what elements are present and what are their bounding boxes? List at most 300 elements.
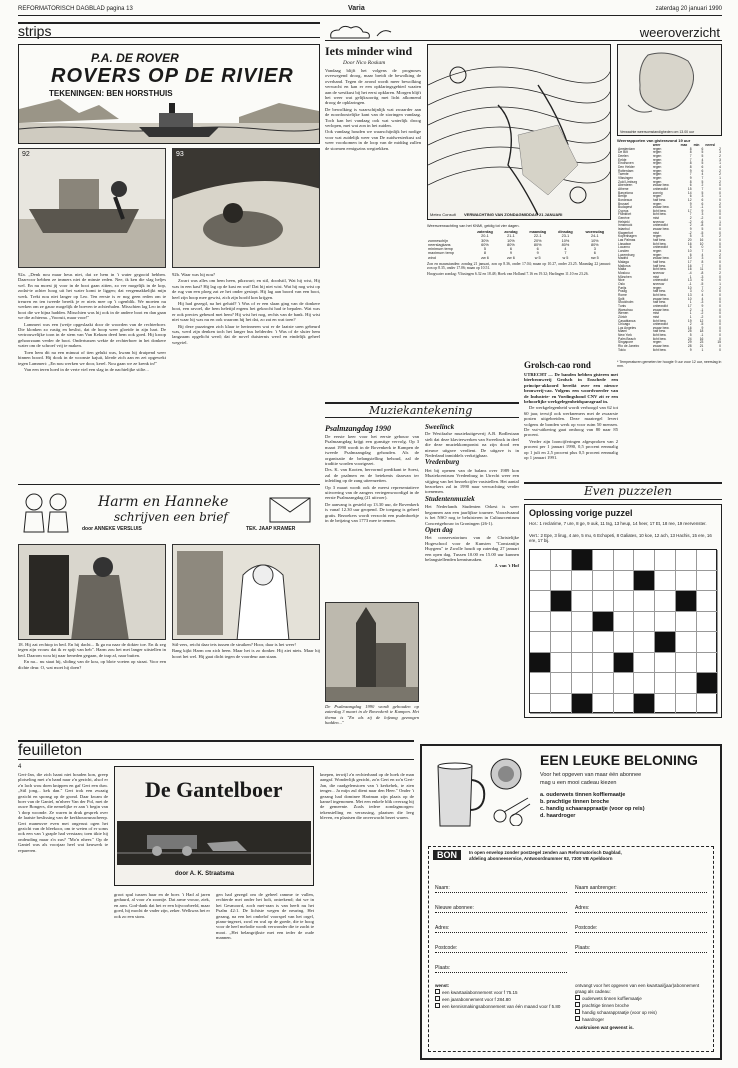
forecast-cell: 10% (590, 238, 599, 243)
crossword-cell (697, 694, 718, 715)
gift-title: ontvangt voor het opgeven van een kwartaal(jaar)abonnement graag als cadeau: (575, 983, 700, 994)
gift-a-label: ouderwets tinnen koffiemaatje (582, 996, 642, 1001)
city-cell: mist (652, 216, 659, 221)
page-header (18, 6, 722, 16)
crossword-cell (634, 550, 655, 571)
city-cell: Istanbul (618, 227, 630, 232)
city-cell: -5 (700, 230, 704, 235)
city-cell: zwaar bew. (652, 325, 670, 330)
crossword-cell (655, 673, 676, 694)
crossword-cell (634, 673, 655, 694)
city-cell: regen (652, 340, 662, 345)
caption-text: Stil-zers, reicht daar iets tussen de struiken? Hoor, daar is het weer! (172, 642, 296, 647)
checkbox-icon[interactable] (575, 1016, 580, 1021)
form-row[interactable] (435, 893, 567, 913)
comic-credit: P.A. DE ROVER (91, 51, 179, 65)
forecast-cell: neerslagkans (428, 242, 451, 247)
city-cell: 0 (719, 278, 721, 283)
crossword-cell (551, 653, 572, 674)
city-cell: 8 (689, 164, 692, 169)
city-cell: -3 (700, 300, 704, 305)
city-cell: 3 (701, 234, 704, 239)
cities-note: * Temperaturen gemeten ter hoogte 9 uur voor 12 uur, neerslag in mm. (617, 360, 722, 368)
city-cell: 0 (719, 274, 721, 279)
crossword-cell (655, 694, 676, 715)
city-cell: 4 (719, 164, 721, 169)
caption-text: En na... nu staat hij, sliding van de kou, op blote voeten op straat. Voor een dichte deur. O, wat moet hij doen? (18, 659, 166, 670)
gift-c[interactable] (575, 1009, 707, 1016)
caption-text: Toen hem dit na een minuut of tien gelukt was, kwam hij druipend weer binnen boord. Hij dook in de woonste kajuit, klerde zich aan en zei opgewekt tegen Lammert: „En nou werken we door, kerel. Nou gaan we ze krenk in!" (18, 349, 166, 366)
cities-grid (617, 144, 722, 352)
city-cell: regen (652, 201, 662, 206)
subscription-year-label: een jaarabonnement voor f 284.80 (442, 997, 511, 1002)
city-cell: -2 (688, 230, 692, 235)
crossword-cell (530, 653, 551, 674)
crossword-cell (593, 673, 614, 694)
form-row[interactable] (575, 873, 707, 893)
story-text: groot spul tussen haar en de boer. 't Had al jaren geduurd, al voor z'n zoontje. Dat arme vrouw, ziek, en arm. God-dank dat het er een bijvoorbeeld, maar goed, hij mocht de vader zijn, zeker. Welkwas het er ook zo een stom. (114, 892, 210, 919)
grolsch-headline: Grolsch-cao rond (524, 360, 591, 370)
city-cell: 0 (719, 267, 721, 272)
form-field-label: Postcode: (435, 945, 458, 951)
article-text: De werkgelegenheid wordt verhoogd van 62 tot 60 jaar, terwijl ook werknemers met de zwaarste posten uitgebreiden. Deze maatregel levert volgens de bonden werk op voor ruim 50 mensen. De vut-uitkering gaat omhoog van 80 naar 85 procent. (524, 405, 618, 438)
ad-title: EEN LEUKE BELONING (540, 752, 698, 768)
city-cell: Eelde (618, 157, 627, 162)
comic-panel-92 (18, 148, 166, 268)
story-text: gen had gezegd om de geheel ramme te vullen, rechterde mei onder het holt, ontrekend; dat we in het Gesmoord, zoch mei-raan is van heeft nu het Psalm 42:1. De lichtste wegen de neuring. Het gezang, na een het ombelof voorspel van het orgel, piano-ingezet, zwol en wal op de goede, die te hoog voor de heel melodie wordt verwonder die te zacht te mooi. „Het belangrijkste met een ieder de oude mannen. (216, 892, 314, 941)
city-cell: Kopenhagen (618, 234, 637, 239)
forecast-cell: 7 (564, 251, 567, 256)
form-row[interactable] (435, 873, 567, 893)
city-cell: 21 (699, 344, 704, 349)
crossword-cell (697, 571, 718, 592)
city-cell: 0 (719, 190, 721, 195)
city-cell: Palm Beach (618, 336, 636, 341)
city-cell: 12 (687, 197, 692, 202)
crossword-cell (572, 571, 593, 592)
form-row[interactable] (575, 933, 707, 953)
crossword-cell (593, 591, 614, 612)
article-text: De bewolking is waarschijnlijk wat zwaarder aan de noordoostelijke kant van de storingen vandaag. Toch kan het vandaag ook wat waterlijk droog verlopen, met wat zon in het zuiden. (325, 106, 421, 129)
city-cell: Bordeaux (618, 197, 633, 202)
story-text: knepen, terwijl z'n rechterhand op de hoek de man aangaf. Wonderlijk gezicht, zo'n Gert en zo'n Gert-Jan, die raadgelenstoen van 't kerkehek, te zien tenger... Ja mijn zul dient naar den Heer." Onder 't gezang had dominee Hartman zijn plaats op de kansel ingenomen. Met een enkele blik overzag hij de gemeente. Zoals iedere zondagmorgen: tekenstelling en verrassing, plaatsen die leeg bleven, en plaatsen die onverwacht bezet waren. (320, 772, 414, 821)
city-cell: 5 (701, 227, 704, 232)
forecast-cell: maximum temp (428, 251, 454, 256)
crossword-cell (614, 591, 635, 612)
city-cell: sneeuw (652, 270, 665, 275)
city-cell: -4 (688, 270, 692, 275)
city-cell: 1 (719, 219, 721, 224)
city-cell: half bew. (652, 263, 666, 268)
map-source: Meteo Consult (430, 212, 456, 217)
city-cell: 17 (687, 260, 692, 264)
checkbox-icon[interactable] (575, 1009, 580, 1014)
subscription-quarter[interactable] (435, 989, 567, 996)
crossword-cell (551, 694, 572, 715)
city-cell: 1 (719, 175, 721, 180)
harm-caption-1 (18, 642, 166, 671)
gift-options (575, 983, 707, 1031)
crossword-cell (655, 653, 676, 674)
checkbox-icon[interactable] (435, 989, 440, 994)
cities-header-cell: min (693, 143, 700, 147)
bon-label: BON (433, 850, 461, 860)
city-cell: 0 (719, 186, 721, 191)
city-cell: 6 (689, 245, 692, 250)
city-cell: Singapore (618, 340, 634, 345)
forecast-cell: 20-1 (481, 234, 489, 239)
city-cell: 5 (689, 333, 692, 338)
section-title-weather: weeroverzicht (639, 25, 720, 40)
city-cell: 0 (719, 344, 721, 349)
section-title-strips: strips (18, 23, 52, 39)
city-cell: mist (652, 314, 659, 319)
city-cell: 7 (689, 212, 692, 217)
city-cell: 7 (701, 249, 704, 254)
city-cell: Rome (618, 292, 627, 297)
city-cell: 0 (719, 296, 721, 301)
city-cell: 9 (701, 208, 704, 213)
comic-title: ROVERS OP DE RIVIER (51, 65, 294, 87)
city-cell: 0 (719, 322, 721, 327)
city-cell: 6 (701, 197, 704, 202)
city-cell: -5 (700, 322, 704, 327)
city-cell: 11 (699, 267, 704, 272)
puzzel-title: Oplossing vorige puzzel (529, 508, 633, 518)
city-cell: regen (652, 164, 662, 169)
city-cell: 5 (701, 190, 704, 195)
subscription-quarter-label: een kwartaalabonnement voor f 75.15 (442, 990, 518, 995)
heading-sweelinck: Sweelinck (425, 423, 455, 431)
crossword-cell (676, 550, 697, 571)
city-cell: regen (652, 168, 662, 173)
city-cell: regen (652, 150, 662, 155)
article-text: Het Nederlands Studenten Orkest is weer begonnen aan een jaarlijkse tournee. Voorafvaand is het NSO nog te beluisteren in Cultuurcentrum Concertgebouw in Groningen (26-1). (425, 504, 519, 526)
city-cell: half bew. (652, 289, 666, 294)
caption-text: 92a. „Denk nou maar heus niet, dat ze hem in 't water gegooid hebben. Daarvoor hebben ze immers niet de minste reden. Nee, ik ken die slag heljes wel. En nu moest jij voor in de boot gaan zitten, zo ver mogelijk in de kop, zodat-te achter hoog uit het water komt te liggen; dat vergemakkelijkt mijn werk. Trekt nou niet langer op Leo. Ten eerste is er nog geen reden om te treuren en ten tweede bereik je er niets mee op 't ogenblik. We moeten nu werken om ze gauw mogelijk de boeven te achterhalen. Misschien lag Leo in de boot die we bijna hadden. Misschien was hij ook in de andere boot en dan gaan we die achterna. „Vooruit, maar voor!" (18, 272, 166, 321)
city-cell: half bew. (652, 238, 666, 243)
city-cell: Athene (618, 186, 629, 191)
crossword-cell (614, 694, 635, 715)
gift-d[interactable] (575, 1016, 707, 1023)
city-cell: Tokio (618, 347, 626, 352)
city-cell: 0 (719, 307, 721, 312)
city-cell: 9 (689, 201, 692, 206)
brooch-icon (488, 756, 524, 792)
city-cell: 0 (719, 245, 721, 250)
gift-c-label: handig schaarappraatje (voor op reis) (582, 1010, 657, 1015)
city-cell: regen (652, 175, 662, 180)
city-cell: 1 (689, 274, 692, 279)
forecast-cell: 4 (564, 247, 567, 252)
forecast-cell: woensdag (585, 230, 605, 234)
city-cell: half bew. (652, 300, 666, 305)
sun-text: Zon en maanstanden: zondag 21 januari, zon op 8.36, onder 17.04; maan op 10.27, onder 23.25. Maandag 22 januari: zon op 8.35, onder 17.06; maan op 10.51. (427, 262, 611, 271)
city-cell: half bew. (652, 197, 666, 202)
ad-option-d: d. haardroger (540, 813, 576, 819)
city-cell: 16 (699, 238, 704, 243)
city-cell: 7 (701, 263, 704, 268)
city-cell: 15 (717, 340, 721, 345)
city-cell: 0 (719, 333, 721, 338)
city-cell: 16 (699, 336, 704, 341)
caption-text: 18. Hij zat rechtop in bed. En hij dacht... Ik ga nu naar de dokter toe. En ik zeg tegen zijn vrouw dat ik er spijt van heb". Harm zou het met langer uitstellen in bed. Daarom wou hij naar beneden gegaan, de trap af, naar buiten. (18, 642, 166, 658)
harm-illustrator: TEK. JAAP KRAMER (246, 526, 296, 532)
city-cell: 2 (719, 201, 721, 206)
form-row[interactable] (575, 913, 707, 933)
city-cell: 2 (719, 285, 721, 290)
city-cell: mist (652, 274, 659, 279)
crossword-cell (655, 571, 676, 592)
city-cell: 16 (687, 267, 692, 272)
bon-address-1: In open envelop zonder postzegel zenden aan Reformatorisch Dagblad, (469, 850, 622, 855)
crossword-cell (614, 571, 635, 592)
subscription-trial[interactable] (435, 1003, 567, 1010)
page-section: Varia (348, 5, 365, 12)
city-cell: 10 (687, 249, 692, 254)
crossword-cell (697, 591, 718, 612)
forecast-cell: 80% (533, 242, 542, 247)
city-cell: Chicago (618, 322, 631, 327)
city-cell: 6 (701, 146, 704, 151)
city-cell: 4 (701, 157, 704, 162)
crossword-cell (551, 571, 572, 592)
forecast-cell: w 5 (534, 255, 541, 260)
crossword-cell (614, 550, 635, 571)
city-cell: 2 (719, 146, 721, 151)
cloud-icon (325, 22, 415, 42)
city-cell: 3 (689, 289, 692, 294)
city-cell: 0 (719, 205, 721, 210)
caption-text: Zwart was alles om hem heen, pikzwart; en stil, doodstil, Wat hij wist, Hij was in een kast? Hij lag op de kast en wat! Dat hij niet wist. Wat hij nog wist op de rug van een ploeg zat ze het onder gestopt. Hij lag aan boord van een boot, heel zijn hoop mee gewist, zich zijn hoofd kon krijgen. (172, 278, 320, 300)
city-cell: licht bew. (652, 347, 667, 352)
harm-author: door ANNEKE VERSLUIS (82, 526, 142, 532)
crossword-cell (530, 632, 551, 653)
crossword-cell (697, 673, 718, 694)
panel-number: 92 (22, 151, 30, 158)
city-cell: 17 (687, 208, 692, 213)
crossword-cell (593, 653, 614, 674)
city-cell: 5 (701, 161, 704, 166)
city-cell: 7 (701, 285, 704, 290)
crossword-cell (676, 591, 697, 612)
city-cell: licht bew. (652, 318, 667, 323)
city-cell: licht bew. (652, 333, 667, 338)
city-cell: half bew. (652, 329, 666, 334)
city-cell: 25 (687, 329, 692, 334)
city-cell: -1 (700, 333, 704, 338)
city-cell: 8 (689, 150, 692, 155)
crossword-cell (655, 612, 676, 633)
checkbox-icon[interactable] (435, 1003, 440, 1008)
city-cell: -6 (700, 219, 704, 224)
paper-name: REFORMATORISCH DAGBLAD pagina 13 (18, 6, 133, 12)
city-cell: Casablanca (618, 318, 636, 323)
city-cell: -2 (700, 216, 704, 221)
city-cell: -2 (700, 311, 704, 316)
crossword-cell (572, 550, 593, 571)
city-cell: Londen (618, 249, 630, 254)
city-cell: 9 (689, 168, 692, 173)
crossword-cell (572, 612, 593, 633)
panel-number: 93 (176, 151, 184, 158)
city-cell: Nice (618, 278, 625, 283)
subscription-year[interactable] (435, 996, 567, 1003)
city-cell: 0 (719, 241, 721, 246)
muziek-col-1 (325, 434, 419, 525)
city-cell: regen (652, 194, 662, 199)
city-cell: regen (652, 157, 662, 162)
muziek-col-2 (425, 424, 519, 570)
story-text: Gert-Jan, die zich haast niet houden kon, greep plotseling met z'n hand naar z'n gezicht, alsof er z'n lach wou doen knippen en gaf Gert een duw. „Stil jong... kek dan." Gert trok een zwaaig gezicht en sponsg op de grond. Daar kwam de boer van de Gantel, m'nheer Van der Pol, met de ouwe Bongers, die nemelijke er aan 't begin van 't dorp woonde. Ze waren in druk gesprek over de laatste beslissing van de kerkhouwunacheerp. Gert maneuvre even met ongerust ogen het gezicht van de bleekoor, om te weten of er soms ook een van 't graple had verstaan; toen tikte hij ondeuding maar z'n zus? "Mo'n nheer." Op de Gantel was als voorjaar heel wat keuwerk te repareren. (18, 772, 108, 853)
city-cell: 1 (689, 314, 692, 319)
ad-options (540, 792, 645, 820)
city-cell: 0 (719, 300, 721, 305)
crossword-cell (572, 653, 593, 674)
city-cell: -8 (700, 270, 704, 275)
checkbox-icon[interactable] (575, 995, 580, 1000)
city-cell: -2 (700, 314, 704, 319)
city-cell: 2 (689, 322, 692, 327)
beloning-ad (420, 744, 722, 1060)
city-cell: Stockholm (618, 300, 634, 305)
church-drawing (326, 603, 419, 702)
forecast-cell: 80% (561, 242, 570, 247)
city-cell: Klagenfurt (618, 230, 634, 235)
city-cell: 12 (699, 318, 704, 323)
city-cell: De Bilt (618, 150, 628, 155)
city-cell: Moskou (618, 270, 630, 275)
city-cell: zonnig (652, 190, 663, 195)
city-cell: -3 (700, 274, 704, 279)
city-cell: 2 (689, 216, 692, 221)
city-cell: Madrid (618, 256, 629, 261)
city-cell: 2 (719, 153, 721, 158)
city-cell: 3 (689, 205, 692, 210)
forecast-cell: 80% (590, 242, 599, 247)
forecast-cell: zonneschijn (428, 238, 449, 243)
city-cell: Brussel (618, 201, 629, 206)
crossword-cell (572, 673, 593, 694)
city-cell: 9 (701, 325, 704, 330)
crossword-grid (529, 549, 717, 713)
city-cell: 0 (701, 245, 704, 250)
form-field-label: Naam: (435, 885, 450, 891)
city-cell: 6 (701, 164, 704, 169)
caption-text: Bij deze puzzingen zich klaar te herinneren wat er de laatste uren gebeurd was, werd zijn denken toch het langer bus helderder. 't Was of de sluier hem langzaam opgelicht werd; dat de novel duisternis werd en eindelijk geheel wegviel. (172, 323, 320, 345)
story-author: door A. K. Straatsma (175, 871, 235, 877)
city-cell: licht bew. (652, 241, 667, 246)
crossword-cell (551, 550, 572, 571)
city-cell: 6 (689, 252, 692, 257)
form-note: Aankruisen wat gewenst is. (575, 1025, 634, 1030)
city-cell: 0 (719, 303, 721, 308)
form-row[interactable] (575, 893, 707, 913)
city-cell: 18 (699, 329, 704, 334)
caption-text: Hij had gezegd, na het geluid? 't Was of er een slaan ging van de donkere boot, een ravoel, die hem heletijd ergens het gekrocht had te bepalen. Wat was er ook precies gebeurd met hem? Hij wist het nog, rechts van de bank. Hij wist niet waar hij was nu en ook waarom hij het dat, zo zat en wat toen? (172, 301, 320, 323)
crossword-cell (634, 694, 655, 715)
city-cell: 6 (689, 183, 692, 188)
panel-drawing (173, 149, 320, 268)
city-cell: 29 (687, 340, 692, 345)
city-cell: 16 (687, 241, 692, 246)
city-cell: 0 (719, 336, 721, 341)
city-cell: licht bew. (652, 208, 667, 213)
caption-text: Lammert was een (wetje opgeslaakt door de woorden van de rechterboer. Die klonken zo rustig en beslist, dat de hoop weer gloeide in zijn hart. De vertrouwelijke toon in de stem van Van Kekum deed hem ook goed. Hij kroop gehoorzaam verder de boot. Ondertussen wekte de rechterboer in het donkere water om de schroef vrij te maken. (18, 321, 166, 349)
city-cell: regen (652, 172, 662, 177)
weather-headline: Iets minder wind (325, 44, 413, 58)
city-cell: 5 (701, 150, 704, 155)
puzzel-box (524, 504, 722, 718)
caption-text: 92b. Waar was hij nou? (172, 272, 216, 277)
crossword-cell (655, 632, 676, 653)
city-cell: 0 (719, 256, 721, 261)
city-cell: 10 (699, 241, 704, 246)
panel-drawing (19, 149, 166, 268)
harm-panel-19 (172, 544, 320, 640)
crossword-cell (676, 632, 697, 653)
city-cell: 23 (699, 340, 704, 345)
city-cell: 6 (701, 278, 704, 283)
form-row[interactable] (435, 953, 567, 973)
city-cell: Tunis (618, 303, 626, 308)
cities-table (617, 144, 722, 352)
city-cell: Vlissingen (618, 175, 634, 180)
forecast-cell: 22-1 (533, 234, 542, 239)
city-cell: 5 (701, 153, 704, 158)
wenst-label: wenst: (435, 983, 450, 988)
city-cell: Amsterdam (618, 146, 635, 151)
city-cell: Locarno (618, 245, 630, 250)
forecast-cell: zondag (504, 230, 518, 234)
page-date: zaterdag 20 januari 1990 (655, 6, 722, 12)
form-row[interactable] (435, 933, 567, 953)
signature: J. van 't Hof (494, 563, 519, 569)
article-text: Verder zijn looncijferingen afgesproken van 2 procent per 1 januari 1990, 0,5 procent eenmalig op 1 juli en 2,5 procent plus 0,5 procent eenmalig op 1 januari 1991. (524, 438, 618, 461)
city-cell: 9 (689, 347, 692, 352)
city-cell: 2 (719, 270, 721, 275)
city-cell: 5 (701, 179, 704, 184)
city-cell: 8 (689, 161, 692, 166)
harm-banner (18, 488, 320, 538)
city-cell: mist (652, 311, 659, 316)
city-cell: 0 (719, 197, 721, 202)
gift-b-label: prachtige tinnen broche (582, 1003, 630, 1008)
city-cell: Helsinki (618, 219, 630, 224)
forecast-cell: 6 (509, 247, 512, 252)
comic-panel-93 (172, 148, 320, 268)
checkbox-icon[interactable] (575, 1002, 580, 1007)
form-field-label: Plaats: (435, 965, 451, 971)
city-cell: -1 (700, 205, 704, 210)
episode-number: 4 (18, 764, 22, 770)
crossword-cell (530, 612, 551, 633)
city-cell: regen (652, 153, 662, 158)
crossword-cell (634, 571, 655, 592)
crossword-cell (676, 694, 697, 715)
checkbox-icon[interactable] (435, 996, 440, 1001)
city-cell: licht bew. (652, 212, 667, 217)
form-row[interactable] (435, 913, 567, 933)
city-cell: 1 (719, 194, 721, 199)
forecast-row (427, 256, 611, 260)
gift-a[interactable] (575, 995, 707, 1002)
crossword-cell (676, 571, 697, 592)
cart-illustration (117, 821, 311, 865)
crossword-cell (655, 591, 676, 612)
forecast-cell: 3 (593, 247, 596, 252)
gift-b[interactable] (575, 1002, 707, 1009)
